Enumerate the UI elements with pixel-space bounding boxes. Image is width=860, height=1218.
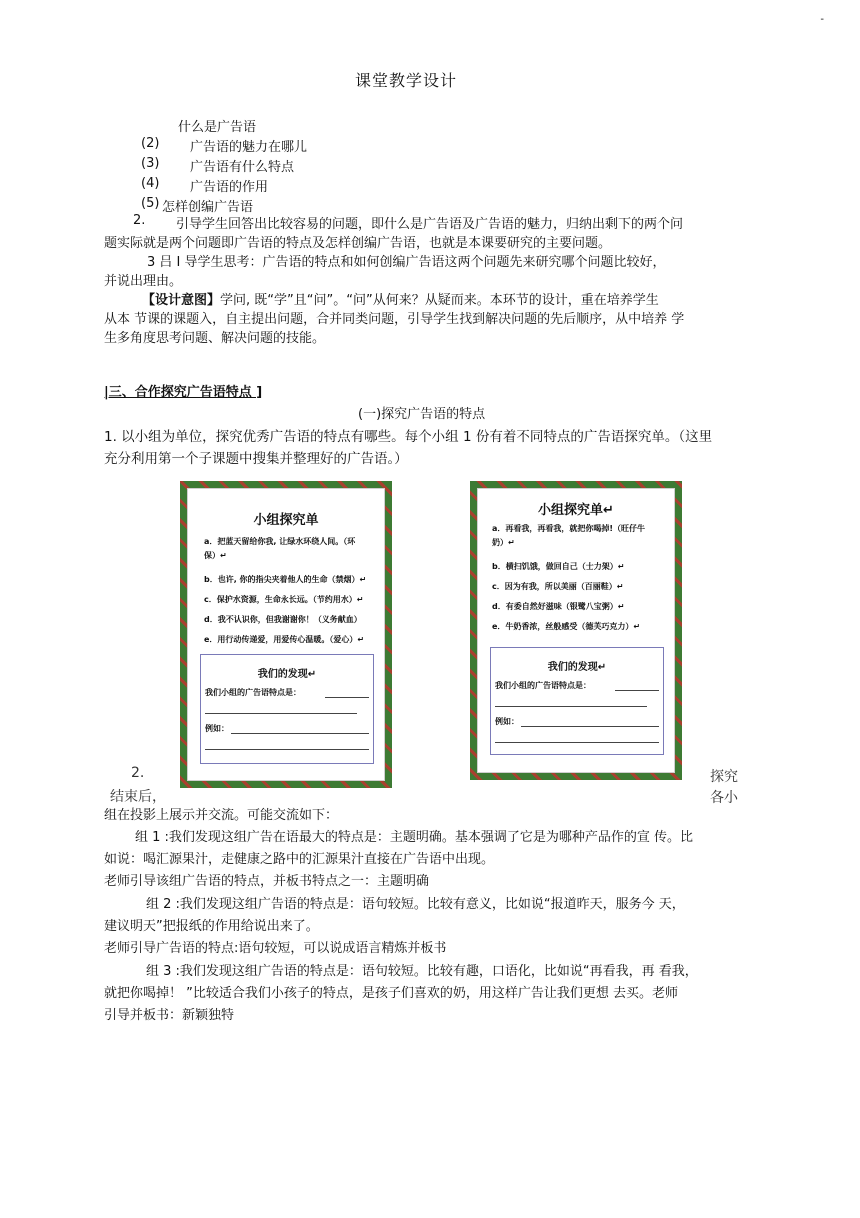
- card-item-d: d．我不认识你，但我谢谢你！（义务献血）: [204, 615, 362, 624]
- design-intent-line2: 从本 节课的课题入，自主提出问题，合并同类问题，引导学生找到解决问题的先后顺序，从中培养 学: [104, 312, 685, 327]
- card-item-c: c．因为有我，所以美丽（百丽鞋）↵: [492, 582, 624, 591]
- group1-line2: 如说：喝汇源果汁，走健康之路中的汇源果汁直接在广告语中出现。: [104, 852, 495, 867]
- section-p1-line1: 1. 以小组为单位，探究优秀广告语的特点有哪些。每个小组 1 份有着不同特点的广告语探究单。（这里: [104, 429, 713, 445]
- blank-line: [495, 706, 647, 707]
- card-item-b: b．横扫饥饿，做回自己（士力架）↵: [492, 562, 625, 571]
- question-3: 广告语有什么特点: [190, 160, 295, 175]
- worksheet-card-2: [470, 481, 682, 780]
- findings-example-label: 例如：: [495, 717, 519, 726]
- side-text-right-top: 探究: [710, 769, 738, 785]
- card-item-e: e．用行动传递爱，用爱传心温暖。（爱心）↵: [204, 635, 365, 644]
- group2-line1: 组 2 :我们发现这组广告语的特点是：语句较短。比较有意义，比如说“报道昨天，服务今 天，: [146, 897, 685, 912]
- design-intent-label: 【设计意图】: [142, 293, 221, 308]
- blank-line: [521, 726, 659, 727]
- card-item-a-cont: 保）↵: [204, 551, 227, 560]
- section-p1-line2: 充分利用第一个子课题中搜集并整理好的广告语。）: [104, 451, 408, 467]
- design-intent-line1: 学问, 既“学”且“问”。“问”从何来？从疑而来。本环节的设计，重在培养学生: [220, 293, 659, 308]
- question-4-num: (4): [141, 176, 160, 191]
- card-item-b: b．也许, 你的指尖夹着他人的生命（禁烟）↵: [204, 575, 367, 584]
- findings-feature-label: 我们小组的广告语特点是：: [495, 681, 591, 690]
- findings-title: 我们的发现↵: [547, 662, 607, 673]
- design-intent-line3: 生多角度思考问题、解决问题的技能。: [104, 331, 326, 346]
- findings-box: [200, 654, 374, 764]
- card-title: 小组探究单: [253, 513, 319, 528]
- step2-num: 2.: [133, 213, 146, 228]
- section-heading: |三、合作探究广告语特点 ]: [104, 385, 263, 400]
- section-subheading: (一)探究广告语的特点: [358, 407, 486, 422]
- findings-title: 我们的发现↵: [257, 669, 317, 680]
- card-item-e: e．牛奶香浓，丝般感受（德芙巧克力）↵: [492, 622, 641, 631]
- question-2: 广告语的魅力在哪儿: [190, 140, 308, 155]
- question-4: 广告语的作用: [190, 180, 269, 195]
- findings-box: [490, 647, 664, 755]
- step3-line2: 并说出理由。: [104, 274, 183, 289]
- blank-line: [325, 697, 369, 698]
- blank-line: [205, 749, 369, 750]
- question-5-num: (5): [141, 196, 160, 211]
- step2-line1: 引导学生回答出比较容易的问题，即什么是广告语及广告语的魅力，归纳出剩下的两个问: [176, 217, 684, 232]
- question-3-num: (3): [141, 156, 160, 171]
- card-title: 小组探究单↵: [538, 503, 614, 518]
- group3-line3: 引导并板书：新颖独特: [104, 1008, 235, 1023]
- side-text-left-bottom: 结束后，: [110, 789, 166, 805]
- step2-line2: 题实际就是两个问题即广告语的特点及怎样创编广告语，也就是本课要研究的主要问题。: [104, 236, 612, 251]
- question-2-num: (2): [141, 136, 160, 151]
- group2-line2: 建议明天”把报纸的作用给说出来了。: [104, 919, 319, 934]
- blank-line: [615, 690, 659, 691]
- group1-line1: 组 1 :我们发现这组广告在语最大的特点是：主题明确。基本强调了它是为哪种产品作的宣 传。比: [135, 830, 694, 845]
- teacher-note-1: 老师引导该组广告语的特点，并板书特点之一：主题明确: [104, 874, 430, 889]
- question-1: 什么是广告语: [178, 120, 257, 135]
- card-item-c: c．保护水资源，生命永长远。（节约用水）↵: [204, 595, 364, 604]
- teacher-note-2: 老师引导广告语的特点:语句较短，可以说成语言精炼并板书: [104, 941, 447, 956]
- step3-line1: 3 吕 I 导学生思考：广告语的特点和如何创编广告语这两个问题先来研究哪个问题比较好，: [147, 255, 666, 270]
- blank-line: [231, 733, 369, 734]
- card-item-a-cont: 奶）↵: [492, 538, 515, 547]
- blank-line: [495, 742, 659, 743]
- worksheet-card-1: [180, 481, 392, 788]
- discussion-intro: 组在投影上展示并交流。可能交流如下：: [104, 808, 339, 823]
- question-5: 怎样创编广告语: [162, 200, 254, 215]
- group3-line1: 组 3 :我们发现这组广告语的特点是：语句较短。比较有趣，口语化，比如说“再看我，再 看我，: [146, 964, 698, 979]
- page-title: 课堂教学设计: [355, 71, 458, 90]
- corner-mark: -: [820, 14, 824, 25]
- findings-example-label: 例如：: [205, 724, 229, 733]
- side-text-left-top: 2.: [131, 765, 145, 781]
- card-item-a: a．把蓝天留给你我, 让绿水环绕人间。（环: [204, 537, 356, 546]
- side-text-right-bottom: 各小: [710, 790, 738, 806]
- card-item-d: d．有委自然好滋味（银鹭八宝粥）↵: [492, 602, 625, 611]
- group3-line2: 就把你喝掉！ ”比较适合我们小孩子的特点，是孩子们喜欢的奶，用这样广告让我们更想 去买。老师: [104, 986, 679, 1001]
- blank-line: [205, 713, 357, 714]
- card-item-a: a．再看我，再看我，就把你喝掉!（旺仔牛: [492, 524, 646, 533]
- findings-feature-label: 我们小组的广告语特点是：: [205, 688, 301, 697]
